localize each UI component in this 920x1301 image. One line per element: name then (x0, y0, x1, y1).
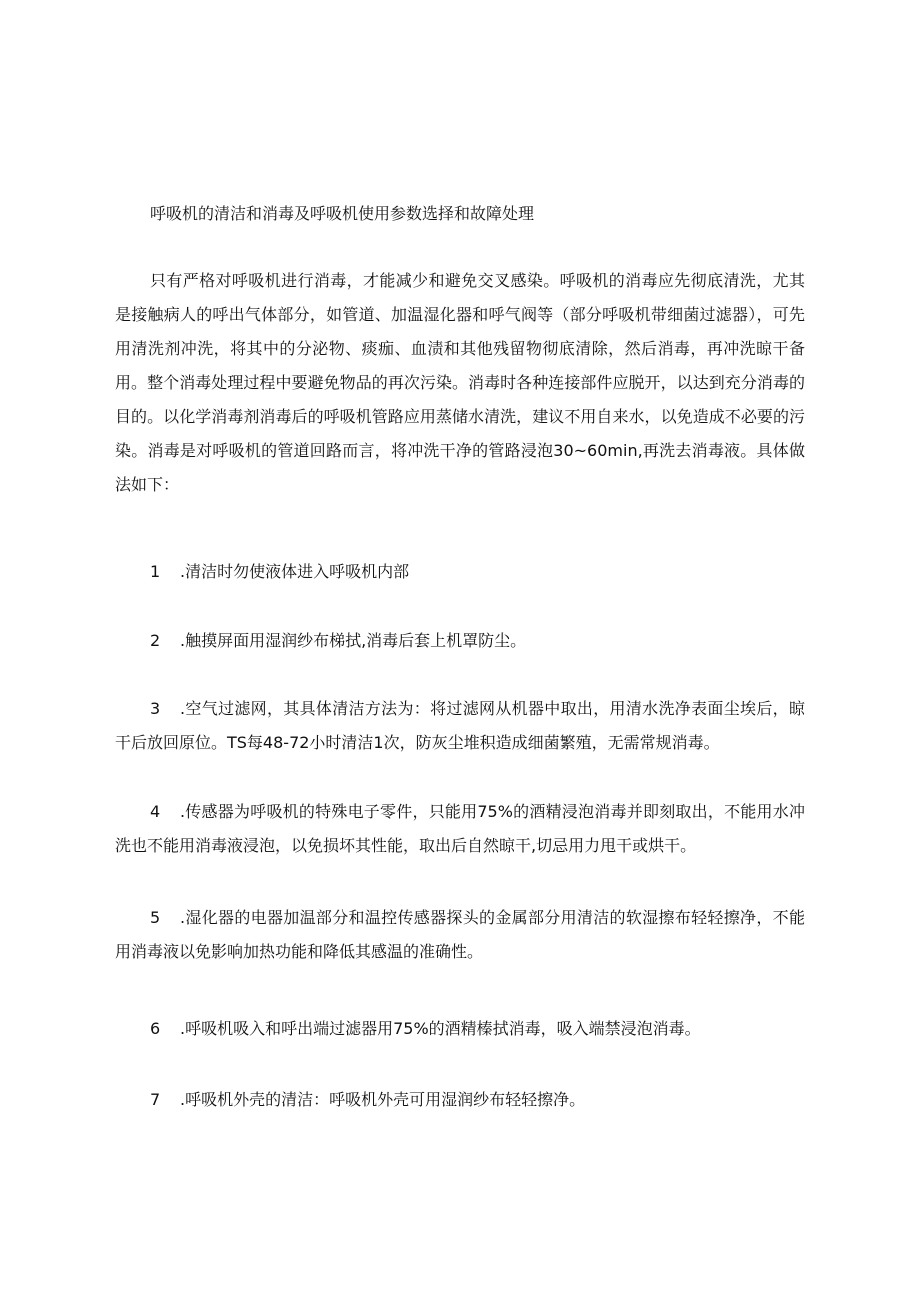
list-item-number: 6 (150, 1019, 161, 1038)
list-item-number: 3 (150, 699, 161, 718)
list-item-number: 2 (150, 631, 161, 650)
list-item-number: 1 (150, 562, 161, 581)
list-item-7 (115, 1083, 805, 1117)
list-item-5 (115, 901, 805, 969)
list-item-text: .传感器为呼吸机的特殊电子零件，只能用75%的酒精浸泡消毒并即刻取出，不能用水冲洗也不能用消毒液浸泡，以免损坏其性能，取出后自然晾干,切忌用力甩干或烘干。 (115, 802, 805, 855)
document-title: 呼吸机的清洁和消毒及呼吸机使用参数选择和故障处理 (150, 204, 535, 223)
list-item-text: .呼吸机外壳的清洁：呼吸机外壳可用湿润纱布轻轻擦净。 (180, 1090, 586, 1109)
list-item-2 (115, 624, 805, 658)
list-item-text: .触摸屏面用湿润纱布梯拭,消毒后套上机罩防尘。 (180, 631, 527, 650)
list-item-6 (115, 1012, 805, 1046)
list-item-text: .呼吸机吸入和呼出端过滤器用75%的酒精榛拭消毒，吸入端禁浸泡消毒。 (180, 1019, 701, 1038)
list-item-number: 5 (150, 908, 161, 927)
list-item-number: 7 (150, 1090, 161, 1109)
list-item-3 (115, 692, 805, 760)
intro-paragraph: 只有严格对呼吸机进行消毒，才能减少和避免交叉感染。呼吸机的消毒应先彻底清洗，尤其是接触病人的呼出气体部分，如管道、加温湿化器和呼气阀等（部分呼吸机带细菌过滤器），可先用清洗剂冲洗，将其中的分泌物、痰痂、血渍和其他残留物彻底清除，然后消毒，再冲洗晾干备用。整个消毒处理过程中要避免物品的再次污染。消毒时各种连接部件应脱开，以达到充分消毒的目的。以化学消毒剂消毒后的呼吸机管路应用蒸储水清洗，建议不用自来水，以免造成不必要的污染。消毒是对呼吸机的管道回路而言，将冲洗干净的管路浸泡30~60min,再洗去消毒液。具体做法如下： (115, 271, 805, 494)
list-item-4 (115, 795, 805, 863)
list-item-number: 4 (150, 802, 161, 821)
list-item-text: .湿化器的电器加温部分和温控传感器探头的金属部分用清洁的软湿擦布轻轻擦净，不能用消毒液以免影响加热功能和降低其感温的准确性。 (115, 908, 805, 961)
list-item-text: .清洁时勿使液体进入呼吸机内部 (180, 562, 410, 581)
list-item-text: .空气过滤网，其具体清洁方法为：将过滤网从机器中取出，用清水洗净表面尘埃后，晾干后放回原位。TS每48-72小时清洁1次，防灰尘堆积造成细菌繁殖，无需常规消毒。 (115, 699, 805, 752)
list-item-1 (115, 555, 805, 589)
